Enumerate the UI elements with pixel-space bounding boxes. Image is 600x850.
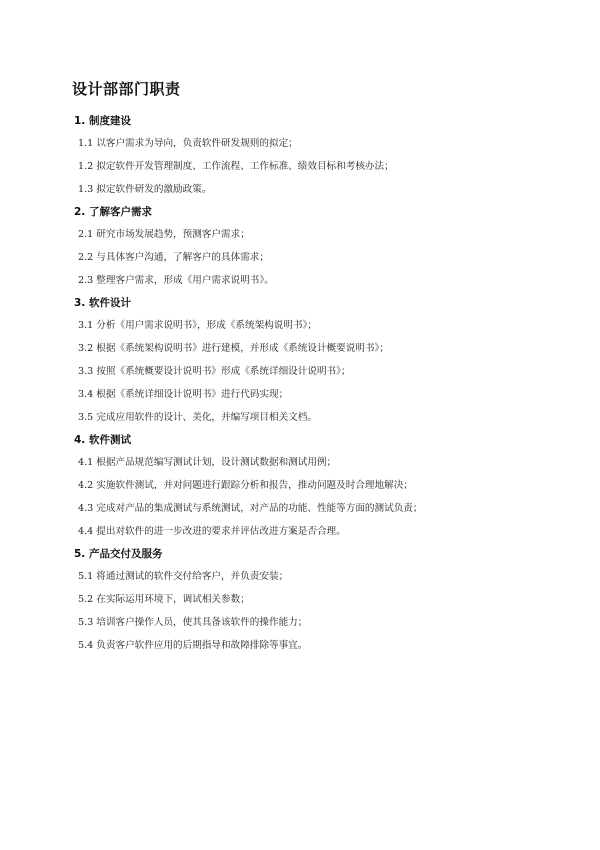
list-item: 5.4 负责客户软件应用的后期指导和故障排除等事宜。 — [78, 640, 308, 651]
list-item: 1.3 拟定软件研发的激励政策。 — [78, 184, 212, 195]
list-item: 4.4 提出对软件的进一步改进的要求并评估改进方案是否合理。 — [78, 526, 346, 537]
list-item: 2.3 整理客户需求，形成《用户需求说明书》。 — [78, 275, 274, 286]
list-item: 5.2 在实际运用环境下，调试相关参数； — [78, 594, 250, 605]
list-item: 3.2 根据《系统架构说明书》进行建模，并形成《系统设计概要说明书》； — [78, 343, 389, 354]
document-body — [74, 110, 544, 657]
section-heading: 3. 软件设计 — [74, 297, 131, 309]
section-heading: 1. 制度建设 — [74, 115, 131, 127]
section-5 — [74, 543, 544, 657]
section-heading: 5. 产品交付及服务 — [74, 548, 163, 560]
list-item: 1.1 以客户需求为导向，负责软件研发规则的拟定； — [78, 138, 298, 149]
list-item: 1.2 拟定软件开发管理制度、工作流程、工作标准、绩效目标和考核办法； — [78, 161, 394, 172]
section-heading: 2. 了解客户需求 — [74, 206, 152, 218]
list-item: 5.3 培训客户操作人员，使其具备该软件的操作能力； — [78, 617, 308, 628]
document-title: 设计部部门职责 — [72, 80, 181, 98]
list-item: 4.3 完成对产品的集成测试与系统测试，对产品的功能、性能等方面的测试负责； — [78, 503, 423, 514]
list-item: 4.2 实施软件测试，并对问题进行跟踪分析和报告，推动问题及时合理地解决； — [78, 480, 413, 491]
list-item: 4.1 根据产品规范编写测试计划，设计测试数据和测试用例； — [78, 457, 337, 468]
list-item: 3.5 完成应用软件的设计、美化，并编写项目相关文档。 — [78, 412, 317, 423]
list-item: 2.2 与具体客户沟通，了解客户的具体需求； — [78, 252, 269, 263]
section-1 — [74, 110, 544, 201]
section-heading: 4. 软件测试 — [74, 434, 131, 446]
section-3 — [74, 292, 544, 429]
list-item: 3.4 根据《系统详细设计说明书》进行代码实现； — [78, 389, 289, 400]
list-item: 5.1 将通过测试的软件交付给客户，并负责安装； — [78, 571, 289, 582]
section-4 — [74, 429, 544, 543]
list-item: 3.3 按照《系统概要设计说明书》形成《系统详细设计说明书》； — [78, 366, 351, 377]
list-item: 3.1 分析《用户需求说明书》，形成《系统架构说明书》； — [78, 320, 317, 331]
list-item: 2.1 研究市场发展趋势，预测客户需求； — [78, 229, 250, 240]
section-2 — [74, 201, 544, 292]
